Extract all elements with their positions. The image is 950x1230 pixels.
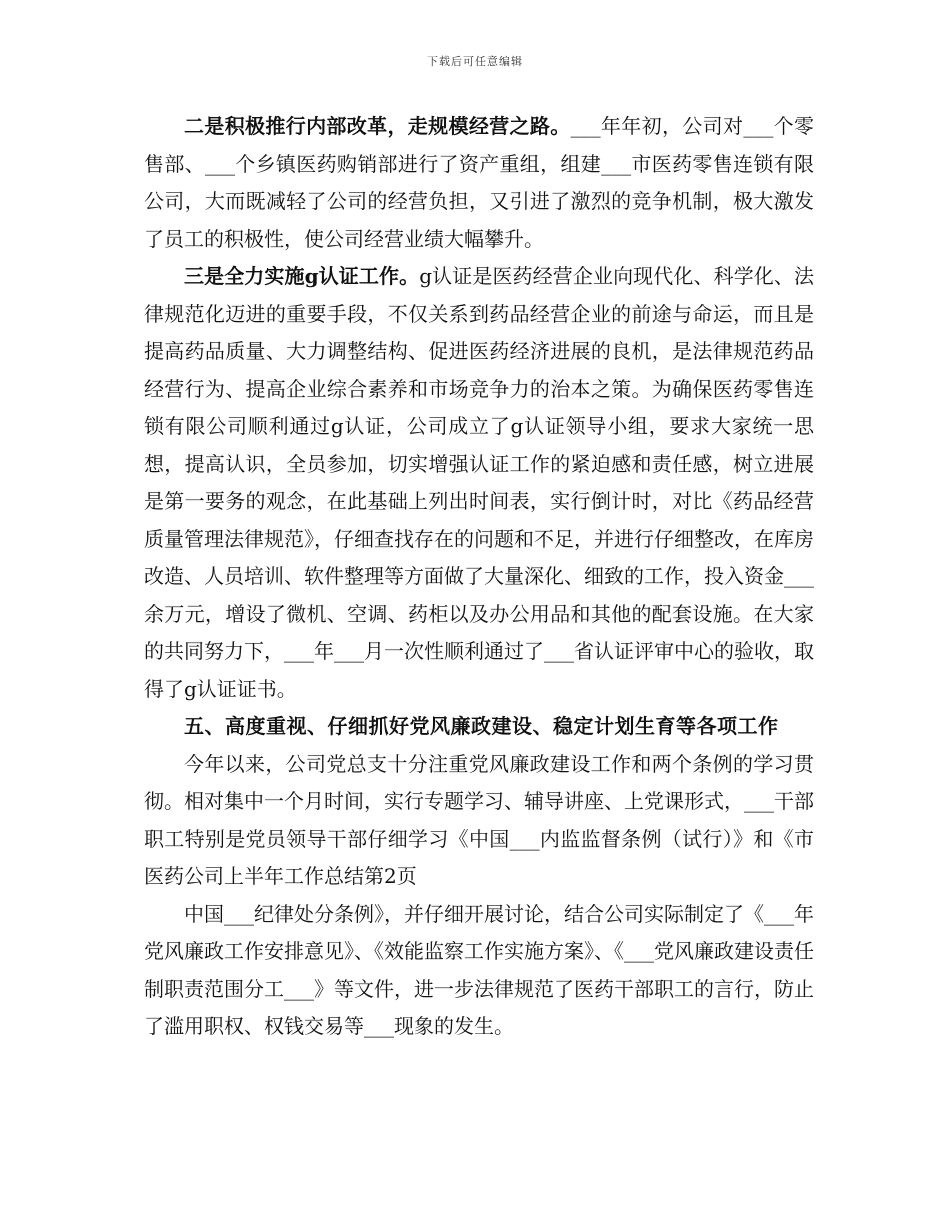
- paragraph-party-study: 今年以来，公司党总支十分注重党风廉政建设工作和两个条例的学习贯彻。相对集中一个月时间，实行专题学习、辅导讲座、上党课形式，___干部职工特别是党员领导干部仔细学习《中国___内监监督条例（试行）》和《市医药公司上半年工作总结第2页: [144, 751, 814, 888]
- section-heading: 五、高度重视、仔细抓好党风廉政建设、稳定计划生育等各项工作: [184, 714, 779, 738]
- paragraph-lead: 二是积极推行内部改革，走规模经营之路。: [184, 114, 571, 138]
- paragraph-reform: [144, 108, 814, 258]
- paragraph-lead: 三是全力实施g认证工作。: [184, 264, 420, 288]
- paragraph-party-rules: 中国___纪律处分条例》，并仔细开展讨论，结合公司实际制定了《___年党风廉政工作安排意见》、《效能监察工作实施方案》、《___党风廉政建设责任制职责范围分工___》等文件，进一步法律规范了医药干部职工的言行，防止了滥用职权、权钱交易等___现象的发生。: [144, 901, 814, 1038]
- document-body: [144, 108, 814, 1046]
- paragraph-text: ___年年初，公司对___个零售部、___个乡镇医药购销部进行了资产重组，组建___市医药零售连锁有限公司，大而既减轻了公司的经营负担，又引进了激烈的竞争机制，极大激发了员工的积极性，使公司经营业绩大幅攀升。: [144, 114, 815, 251]
- page-header-note: 下载后可任意编辑: [427, 55, 523, 68]
- paragraph-text: g认证是医药经营企业向现代化、科学化、法律规范化迈进的重要手段，不仅关系到药品经营企业的前途与命运，而且是提高药品质量、大力调整结构、促进医药经济进展的良机，是法律规范药品经营行为、提高企业综合素养和市场竞争力的治本之策。为确保医药零售连锁有限公司顺利通过g认证，公司成立了g认证领导小组，要求大家统一思想，提高认识，全员参加，切实增强认证工作的紧迫感和责任感，树立进展是第一要务的观念，在此基础上列出时间表，实行倒计时，对比《药品经营质量管理法律规范》，仔细查找存在的问题和不足，并进行仔细整改，在库房改造、人员培训、软件整理等方面做了大量深化、细致的工作，投入资金___余万元，增设了微机、空调、药柜以及办公用品和其他的配套设施。在大家的共同努力下，___年___月一次性顺利通过了___省认证评审中心的验收，取得了g认证证书。: [144, 264, 815, 701]
- paragraph-certification: [144, 258, 814, 708]
